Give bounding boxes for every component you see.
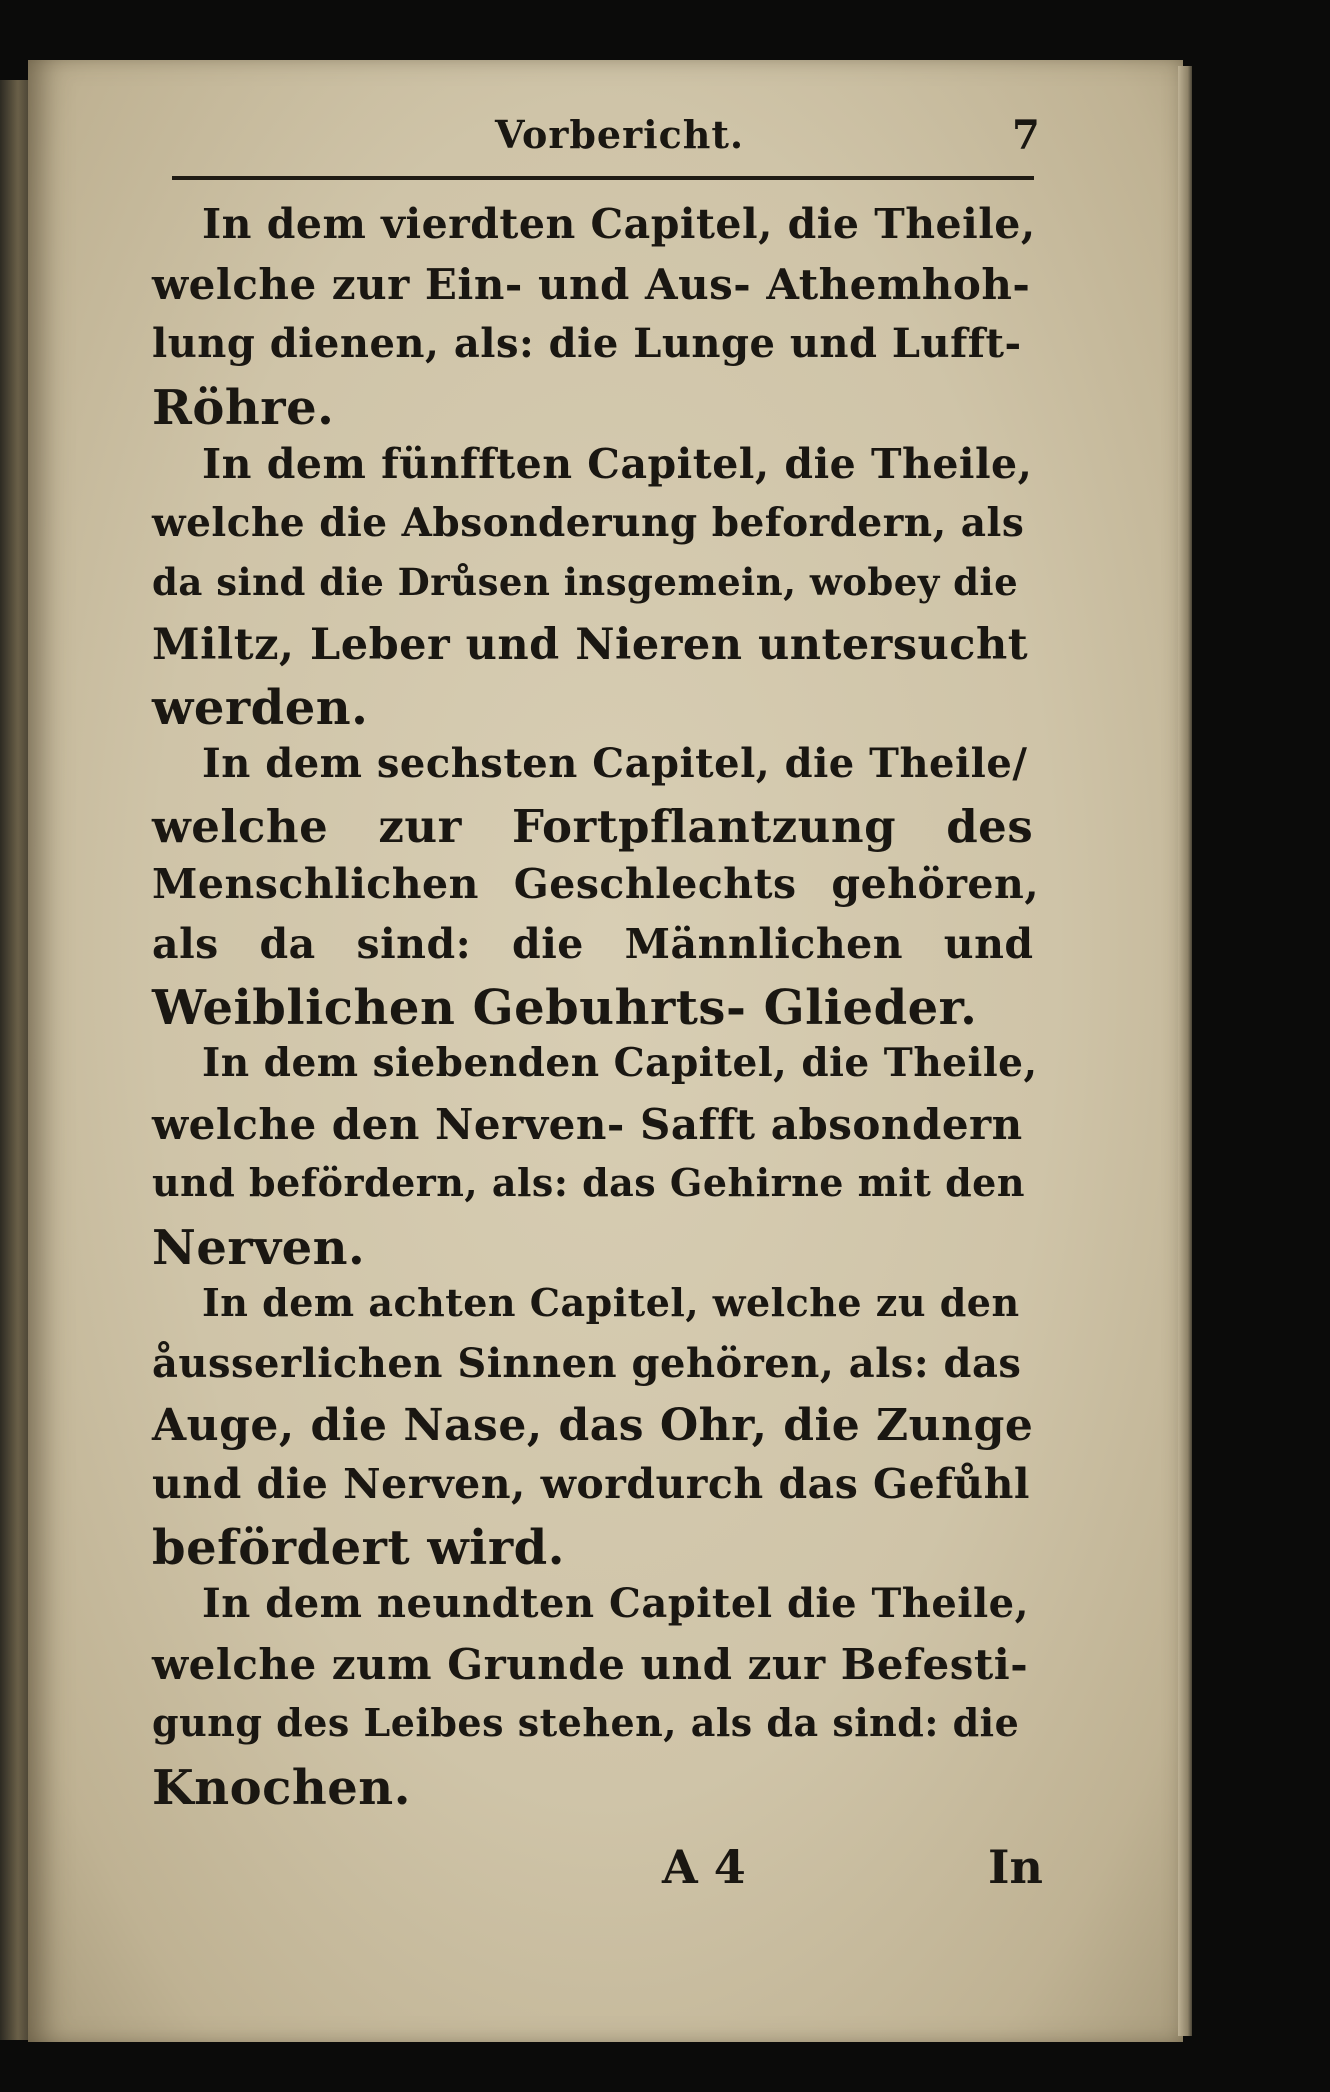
text-line: In dem vierdten Capitel, die Theile, bbox=[202, 200, 1036, 248]
text-line: Menschlichen Geschlechts gehören, bbox=[152, 860, 1040, 908]
text-line: als da sind: die Männlichen und bbox=[152, 920, 1034, 968]
text-line: welche zum Grunde und zur Befesti- bbox=[152, 1640, 1029, 1689]
text-line: In dem siebenden Capitel, die Theile, bbox=[202, 1040, 1038, 1086]
text-line: Knochen. bbox=[152, 1760, 411, 1816]
text-line: åusserlichen Sinnen gehören, als: das bbox=[152, 1340, 1022, 1387]
text-line: werden. bbox=[152, 680, 369, 736]
text-line: und befördern, als: das Gehirne mit den bbox=[152, 1160, 1025, 1205]
right-page-edge bbox=[1178, 66, 1192, 2036]
header-rule bbox=[172, 176, 1034, 180]
left-page-edge bbox=[0, 80, 30, 2040]
text-line: Weiblichen Gebuhrts- Glieder. bbox=[152, 980, 978, 1036]
text-line: welche zur Ein- und Aus- Athemhoh- bbox=[152, 260, 1031, 309]
text-line: welche den Nerven- Safft absondern bbox=[152, 1100, 1023, 1149]
text-line: In dem achten Capitel, welche zu den bbox=[202, 1280, 1020, 1325]
text-line: In dem sechsten Capitel, die Theile/ bbox=[202, 740, 1028, 787]
page-number: 7 bbox=[1012, 112, 1040, 159]
text-line: welche die Absonderung befordern, als bbox=[152, 500, 1025, 546]
text-line: welche zur Fortpflantzung des bbox=[152, 800, 1034, 853]
text-line: Röhre. bbox=[152, 380, 335, 436]
catchword: In bbox=[988, 1840, 1043, 1894]
text-line: In dem neundten Capitel die Theile, bbox=[202, 1580, 1030, 1627]
text-line: befördert wird. bbox=[152, 1520, 565, 1576]
text-line: Auge, die Nase, das Ohr, die Zunge bbox=[152, 1400, 1034, 1451]
text-line: In dem fünfften Capitel, die Theile, bbox=[202, 440, 1033, 488]
text-line: Nerven. bbox=[152, 1220, 366, 1276]
text-line: lung dienen, als: die Lunge und Lufft- bbox=[152, 320, 1022, 367]
running-head: Vorbericht. bbox=[495, 112, 745, 157]
text-line: gung des Leibes stehen, als da sind: die bbox=[152, 1700, 1020, 1745]
signature-mark: A 4 bbox=[662, 1840, 746, 1894]
text-line: da sind die Drůsen insgemein, wobey die bbox=[152, 560, 1019, 604]
text-line: und die Nerven, wordurch das Gefůhl bbox=[152, 1460, 1030, 1508]
text-line: Miltz, Leber und Nieren untersucht bbox=[152, 620, 1029, 670]
